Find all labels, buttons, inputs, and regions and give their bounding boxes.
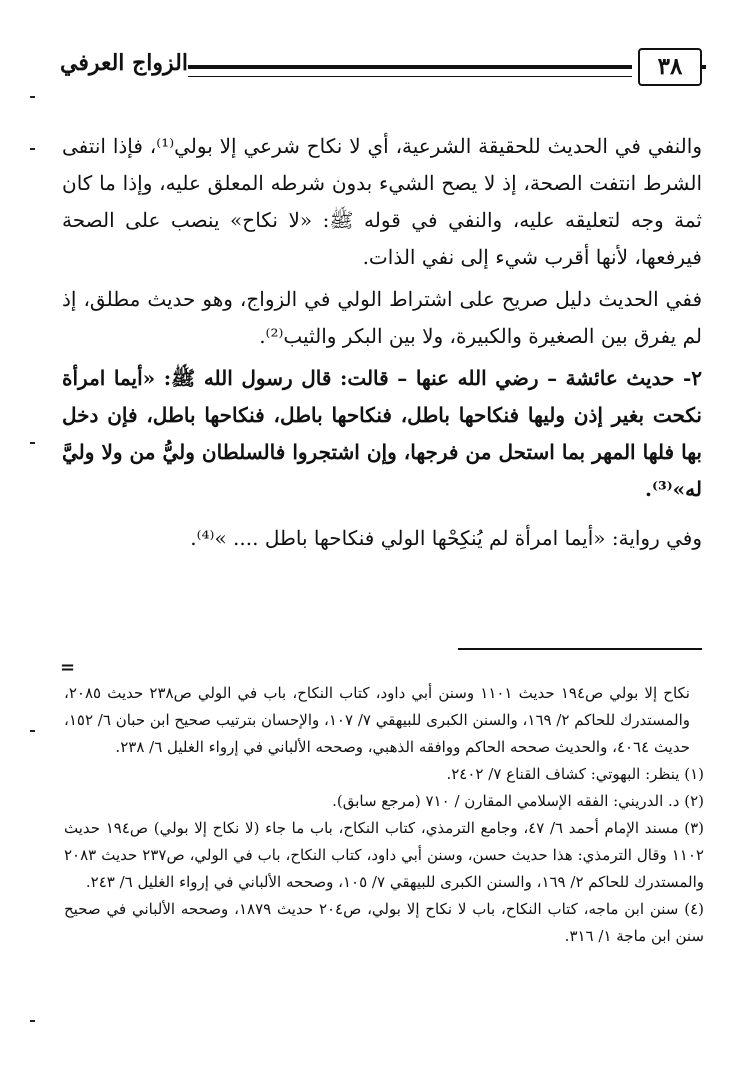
header-rule [188,65,632,77]
margin-mark [30,1020,35,1022]
footnote-continuation-mark: = [60,657,76,678]
page-header [60,48,702,88]
paragraph-2: ففي الحديث دليل صريح على اشتراط الولي في الزواج، وهو حديث مطلق، إذ لم يفرق بين الصغيرة والكبيرة، ولا بين البكر والثيب⁽²⁾. [62,287,702,348]
footnote-1: (١) ينظر: البهوتي: كشاف القناع ٧/ ٢٤٠٢. [446,765,704,783]
footnote-continued: نكاح إلا بولي ص١٩٤ حديث ١١٠١ وسنن أبي داود، كتاب النكاح، باب في الولي ص٢٣٨ حديث ٢٠٨٥، والمستدرك للحاكم ٢/ ١٦٩، والسنن الكبرى للبيهقي ٧/ ١٠٧، والإحسان بترتيب صحيح ابن حبان ٦/ ١٥٢، حديث ٤٠٦٤، والحديث صححه الحاكم ووافقه الذهبي، وصححه الألباني في إرواء الغليل ٦/ ٢٣٨. [64,684,690,756]
footnote-3: (٣) مسند الإمام أحمد ٦/ ٤٧، وجامع الترمذي، كتاب النكاح، باب ما جاء (لا نكاح إلا بولي) ص١٩٤ حديث ١١٠٢ وقال الترمذي: هذا حديث حسن، وسنن أبي داود، كتاب النكاح، باب في الولي، ص٢٣٧ حديث ٢٠٨٣ والمستدرك للحاكم ٢/ ١٦٩، والسنن الكبرى للبيهقي ٧/ ١٠٥، وصححه الألباني في إرواء الغليل ٦/ ٢٤٣. [64,819,704,891]
margin-mark [30,730,35,732]
margin-mark [30,442,35,444]
footnotes [64,680,704,950]
paragraph-3-hadith: ٢- حديث عائشة – رضي الله عنها – قالت: قال رسول الله ﷺ: «أيما امرأة نكحت بغير إذن وليها فنكاحها باطل، فنكاحها باطل، فنكاحها باطل، فإن دخل بها فلها المهر بما استحل من فرجها، وإن اشتجروا فالسلطان وليُّ من ولا وليَّ له»⁽³⁾. [62,366,702,501]
header-rule-tail [700,65,706,69]
footnote-separator [458,648,702,650]
main-text [62,128,702,557]
paragraph-1: والنفي في الحديث للحقيقة الشرعية، أي لا نكاح شرعي إلا بولي⁽¹⁾، فإذا انتفى الشرط انتفت الصحة، إذ لا يصح الشيء بدون شرطه المعلق عليه، وإذا ما كان ثمة وجه لتعليقه عليه، والنفي في قوله ﷺ: «لا نكاح» ينصب على الصحة فيرفعها، لأنها أقرب شيء إلى نفي الذات. [62,134,702,269]
footnote-4: (٤) سنن ابن ماجه، كتاب النكاح، باب لا نكاح إلا بولي، ص٢٠٤ حديث ١٨٧٩، وصححه الألباني في صحيح سنن ابن ماجة ١/ ٣١٦. [64,900,704,945]
margin-mark [30,96,35,98]
margin-mark [30,148,35,150]
footnote-2: (٢) د. الدريني: الفقه الإسلامي المقارن / ٧١٠ (مرجع سابق). [332,792,704,810]
page-number-box: ٣٨ [638,48,702,86]
paragraph-4-riwaya: وفي رواية: «أيما امرأة لم يُنكِحْها الولي فنكاحها باطل .... »⁽⁴⁾. [190,526,702,550]
running-title: الزواج العرفي [60,50,188,76]
